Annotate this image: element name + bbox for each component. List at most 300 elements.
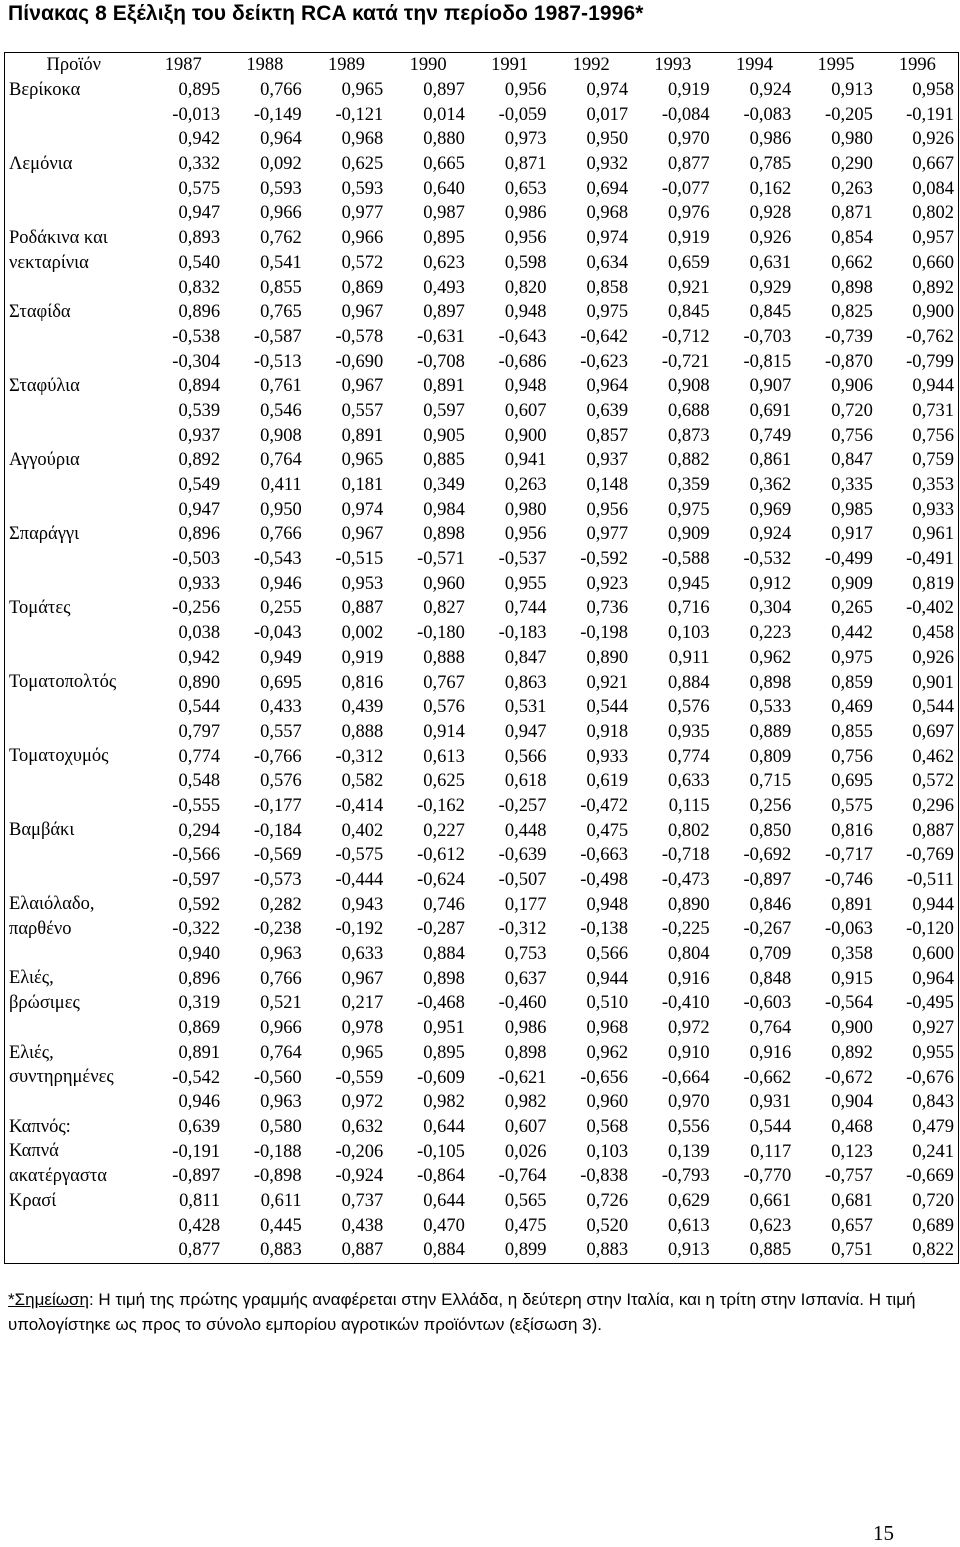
value-cell: 0,892 [912, 277, 954, 298]
value-cell: -0,312 [498, 919, 547, 940]
value-cell: 0,916 [749, 1042, 792, 1063]
value-cell: 0,986 [749, 129, 792, 150]
value-cell: -0,460 [498, 993, 547, 1014]
value-cell: -0,642 [580, 326, 629, 347]
value-cell: 0,746 [423, 894, 465, 915]
value-cell: 0,632 [341, 1116, 384, 1137]
value-cell: -0,708 [417, 351, 465, 372]
value-cell: 0,910 [668, 1042, 710, 1063]
value-cell: 0,689 [912, 1215, 954, 1236]
header-year: 1992 [572, 55, 610, 76]
value-cell: 0,358 [831, 944, 873, 965]
value-cell: 0,948 [504, 376, 547, 397]
table-row [5, 571, 959, 596]
value-cell: -0,799 [906, 351, 954, 372]
value-cell: -0,564 [825, 993, 873, 1014]
product-name-line: βρώσιμες [9, 993, 80, 1014]
value-cell: 0,092 [260, 154, 302, 175]
value-cell: -0,764 [498, 1166, 547, 1187]
product-name-line: Σταφίδα [9, 301, 71, 322]
value-cell: -0,513 [253, 351, 302, 372]
value-cell: 0,919 [341, 647, 384, 668]
product-name-line: Καπνός: [9, 1116, 71, 1137]
value-cell: 0,916 [668, 968, 710, 989]
value-cell: -0,515 [335, 549, 384, 570]
value-cell: -0,603 [743, 993, 792, 1014]
table-row [5, 769, 959, 794]
value-cell: -0,402 [906, 598, 954, 619]
table-row [5, 596, 959, 621]
value-cell: -0,769 [906, 845, 954, 866]
value-cell: 0,958 [912, 80, 954, 101]
value-cell: 0,966 [341, 228, 384, 249]
value-cell: 0,659 [668, 252, 710, 273]
product-name-cell [5, 300, 143, 374]
value-cell: 0,458 [912, 623, 954, 644]
table-row [5, 176, 959, 201]
value-cell: -0,838 [580, 1166, 629, 1187]
product-name-cell [5, 670, 143, 744]
value-cell: -0,256 [172, 598, 221, 619]
value-cell: 0,764 [749, 1018, 792, 1039]
value-cell: 0,597 [423, 400, 465, 421]
value-cell: 0,822 [912, 1240, 954, 1261]
value-cell: -0,569 [253, 845, 302, 866]
value-cell: 0,691 [749, 400, 792, 421]
value-cell: 0,904 [831, 1092, 873, 1113]
value-cell: 0,611 [260, 1190, 302, 1211]
value-cell: 0,896 [178, 968, 221, 989]
value-cell: 0,969 [749, 499, 792, 520]
value-cell: 0,926 [912, 129, 954, 150]
value-cell: 0,802 [912, 203, 954, 224]
value-cell: 0,296 [912, 795, 954, 816]
value-cell: 0,619 [586, 771, 629, 792]
value-cell: -0,870 [825, 351, 873, 372]
value-cell: 0,661 [749, 1190, 792, 1211]
value-cell: -0,555 [172, 795, 221, 816]
value-cell: 0,890 [668, 894, 710, 915]
value-cell: 0,716 [668, 598, 710, 619]
value-cell: 0,965 [341, 450, 384, 471]
header-year: 1995 [817, 55, 855, 76]
value-cell: 0,759 [912, 450, 954, 471]
table-row [5, 1115, 959, 1140]
value-cell: 0,539 [178, 400, 221, 421]
value-cell: 0,975 [831, 647, 873, 668]
value-cell: 0,556 [668, 1116, 710, 1137]
value-cell: 0,749 [749, 425, 792, 446]
value-cell: 0,625 [341, 154, 384, 175]
value-cell: 0,766 [260, 524, 302, 545]
value-cell: -0,898 [253, 1166, 302, 1187]
value-cell: -0,162 [417, 795, 465, 816]
value-cell: 0,479 [912, 1116, 954, 1137]
value-cell: 0,139 [668, 1141, 710, 1162]
table-row [5, 152, 959, 177]
value-cell: 0,977 [341, 203, 384, 224]
value-cell: 0,900 [912, 302, 954, 323]
value-cell: 0,353 [912, 475, 954, 496]
value-cell: 0,764 [260, 450, 302, 471]
value-cell: 0,520 [586, 1215, 629, 1236]
product-name-cell [5, 596, 143, 670]
table-title: Πίνακας 8 Εξέλιξη του δείκτη RCA κατά την περίοδο 1987-1996* [8, 2, 644, 25]
value-cell: 0,640 [423, 178, 465, 199]
table-row [5, 1041, 959, 1066]
value-cell: 0,896 [178, 524, 221, 545]
value-cell: 0,918 [586, 721, 629, 742]
value-cell: 0,438 [341, 1215, 384, 1236]
value-cell: 0,816 [831, 820, 873, 841]
value-cell: -0,566 [172, 845, 221, 866]
value-cell: -0,312 [335, 746, 384, 767]
value-cell: 0,968 [586, 1018, 629, 1039]
value-cell: 0,565 [504, 1190, 547, 1211]
value-cell: -0,257 [498, 795, 547, 816]
value-cell: 0,002 [341, 623, 384, 644]
product-name-line: Ελιές, [9, 968, 54, 989]
table-row [5, 226, 959, 251]
value-cell: -0,322 [172, 919, 221, 940]
value-cell: 0,965 [341, 80, 384, 101]
value-cell: 0,014 [423, 104, 465, 125]
value-cell: 0,911 [668, 647, 710, 668]
value-cell: 0,227 [423, 820, 465, 841]
value-cell: 0,966 [260, 1018, 302, 1039]
value-cell: 0,349 [423, 475, 465, 496]
value-cell: -0,793 [661, 1166, 710, 1187]
product-name-cell [5, 818, 143, 892]
value-cell: 0,884 [423, 944, 465, 965]
value-cell: -0,690 [335, 351, 384, 372]
value-cell: 0,960 [586, 1092, 629, 1113]
value-cell: 0,846 [749, 894, 792, 915]
value-cell: 0,895 [423, 1042, 465, 1063]
value-cell: 0,947 [504, 721, 547, 742]
value-cell: 0,919 [668, 228, 710, 249]
value-cell: 0,688 [668, 400, 710, 421]
value-cell: 0,950 [586, 129, 629, 150]
value-cell: 0,637 [504, 968, 547, 989]
value-cell: 0,546 [260, 400, 302, 421]
value-cell: -0,924 [335, 1166, 384, 1187]
product-name-line: Σταφύλια [9, 375, 80, 396]
value-cell: 0,319 [178, 993, 221, 1014]
value-cell: 0,907 [749, 376, 792, 397]
value-cell: 0,980 [504, 499, 547, 520]
value-cell: 0,223 [749, 623, 792, 644]
value-cell: 0,629 [668, 1190, 710, 1211]
value-cell: 0,038 [178, 623, 221, 644]
value-cell: 0,181 [341, 475, 384, 496]
value-cell: -0,587 [253, 326, 302, 347]
value-cell: 0,290 [831, 154, 873, 175]
value-cell: 0,891 [423, 376, 465, 397]
value-cell: 0,884 [423, 1240, 465, 1261]
value-cell: 0,644 [423, 1190, 465, 1211]
value-cell: -0,183 [498, 623, 547, 644]
value-cell: 0,963 [260, 944, 302, 965]
value-cell: 0,026 [504, 1141, 547, 1162]
table-row [5, 744, 959, 769]
value-cell: -0,013 [172, 104, 221, 125]
value-cell: 0,944 [912, 894, 954, 915]
value-cell: -0,468 [417, 993, 465, 1014]
value-cell: 0,625 [423, 771, 465, 792]
value-cell: 0,923 [586, 573, 629, 594]
value-cell: 0,720 [912, 1190, 954, 1211]
value-cell: 0,926 [749, 228, 792, 249]
table-row [5, 522, 959, 547]
value-cell: 0,475 [586, 820, 629, 841]
value-cell: -0,287 [417, 919, 465, 940]
value-cell: 0,924 [749, 80, 792, 101]
value-cell: -0,180 [417, 623, 465, 644]
value-cell: 0,117 [750, 1141, 792, 1162]
value-cell: -0,643 [498, 326, 547, 347]
table-row [5, 917, 959, 942]
value-cell: -0,491 [906, 549, 954, 570]
value-cell: 0,944 [586, 968, 629, 989]
value-cell: 0,639 [586, 400, 629, 421]
value-cell: 0,974 [586, 80, 629, 101]
value-cell: 0,933 [586, 746, 629, 767]
value-cell: -0,043 [253, 623, 302, 644]
value-cell: 0,811 [179, 1190, 221, 1211]
value-cell: 0,402 [341, 820, 384, 841]
value-cell: -0,149 [253, 104, 302, 125]
value-cell: 0,909 [831, 573, 873, 594]
value-cell: 0,845 [749, 302, 792, 323]
value-cell: -0,532 [743, 549, 792, 570]
value-cell: 0,883 [586, 1240, 629, 1261]
value-cell: 0,972 [341, 1092, 384, 1113]
value-cell: 0,241 [912, 1141, 954, 1162]
table-row [5, 1238, 959, 1263]
value-cell: 0,439 [341, 697, 384, 718]
header-year: 1988 [246, 55, 284, 76]
value-cell: 0,913 [831, 80, 873, 101]
value-cell: 0,944 [912, 376, 954, 397]
page-number: 15 [873, 1521, 894, 1545]
value-cell: 0,891 [831, 894, 873, 915]
value-cell: 0,667 [912, 154, 954, 175]
table-row [5, 646, 959, 671]
value-cell: -0,663 [580, 845, 629, 866]
product-name-cell [5, 152, 143, 226]
value-cell: 0,575 [178, 178, 221, 199]
value-cell: 0,468 [831, 1116, 873, 1137]
value-cell: 0,937 [178, 425, 221, 446]
value-cell: 0,908 [668, 376, 710, 397]
value-cell: 0,566 [586, 944, 629, 965]
value-cell: 0,888 [423, 647, 465, 668]
value-cell: 0,428 [178, 1215, 221, 1236]
value-cell: 0,607 [504, 1116, 547, 1137]
value-cell: 0,148 [586, 475, 629, 496]
value-cell: -0,498 [580, 870, 629, 891]
value-cell: 0,877 [668, 154, 710, 175]
value-cell: 0,962 [586, 1042, 629, 1063]
value-cell: 0,895 [423, 228, 465, 249]
product-name-cell [5, 1189, 143, 1264]
value-cell: 0,123 [831, 1141, 873, 1162]
value-cell: 0,905 [423, 425, 465, 446]
product-name-line: νεκταρίνια [9, 252, 89, 273]
value-cell: 0,955 [912, 1042, 954, 1063]
value-cell: 0,335 [831, 475, 873, 496]
value-cell: 0,633 [341, 944, 384, 965]
product-name-cell [5, 374, 143, 448]
value-cell: 0,924 [749, 524, 792, 545]
value-cell: -0,669 [906, 1166, 954, 1187]
product-name-cell [5, 226, 143, 300]
value-cell: 0,986 [504, 1018, 547, 1039]
value-cell: -0,897 [172, 1166, 221, 1187]
value-cell: -0,084 [661, 104, 710, 125]
value-cell: 0,510 [586, 993, 629, 1014]
value-cell: 0,966 [260, 203, 302, 224]
value-cell: 0,639 [178, 1116, 221, 1137]
value-cell: -0,621 [498, 1067, 547, 1088]
value-cell: 0,282 [260, 894, 302, 915]
value-cell: 0,557 [341, 400, 384, 421]
value-cell: 0,575 [831, 795, 873, 816]
value-cell: -0,120 [906, 919, 954, 940]
value-cell: 0,871 [831, 203, 873, 224]
value-cell: 0,470 [423, 1215, 465, 1236]
value-cell: 0,695 [260, 672, 302, 693]
value-cell: 0,895 [178, 80, 221, 101]
value-cell: -0,304 [172, 351, 221, 372]
value-cell: 0,644 [423, 1116, 465, 1137]
value-cell: 0,873 [668, 425, 710, 446]
value-cell: 0,953 [341, 573, 384, 594]
table-row [5, 423, 959, 448]
value-cell: 0,576 [668, 697, 710, 718]
product-name-line: Σπαράγγι [9, 524, 80, 545]
value-cell: 0,256 [749, 795, 792, 816]
value-cell: -0,138 [580, 919, 629, 940]
value-cell: 0,607 [504, 400, 547, 421]
value-cell: 0,533 [749, 697, 792, 718]
value-cell: 0,900 [504, 425, 547, 446]
value-cell: 0,973 [504, 129, 547, 150]
value-cell: 0,933 [912, 499, 954, 520]
value-cell: 0,951 [423, 1018, 465, 1039]
value-cell: 0,967 [341, 376, 384, 397]
value-cell: -0,624 [417, 870, 465, 891]
value-cell: 0,986 [504, 203, 547, 224]
table-row [5, 349, 959, 374]
product-name-line: Ροδάκινα και [9, 227, 108, 248]
value-cell: 0,928 [749, 203, 792, 224]
value-cell: 0,848 [749, 968, 792, 989]
value-cell: 0,802 [668, 820, 710, 841]
value-cell: 0,541 [260, 252, 302, 273]
value-cell: -0,206 [335, 1141, 384, 1162]
table-row [5, 843, 959, 868]
value-cell: 0,825 [831, 302, 873, 323]
value-cell: -0,499 [825, 549, 873, 570]
value-cell: -0,631 [417, 326, 465, 347]
value-cell: 0,580 [260, 1116, 302, 1137]
value-cell: 0,887 [912, 820, 954, 841]
value-cell: 0,774 [178, 746, 221, 767]
header-year: 1993 [654, 55, 692, 76]
value-cell: 0,469 [831, 697, 873, 718]
table-row [5, 720, 959, 745]
table-row [5, 1016, 959, 1041]
value-cell: 0,967 [341, 968, 384, 989]
value-cell: 0,633 [668, 771, 710, 792]
value-cell: 0,549 [178, 475, 221, 496]
value-cell: 0,963 [260, 1092, 302, 1113]
value-cell: 0,884 [668, 672, 710, 693]
value-cell: 0,880 [423, 129, 465, 150]
value-cell: 0,576 [260, 771, 302, 792]
value-cell: 0,982 [423, 1092, 465, 1113]
value-cell: 0,756 [912, 425, 954, 446]
value-cell: 0,766 [260, 80, 302, 101]
value-cell: 0,919 [668, 80, 710, 101]
value-cell: 0,882 [668, 450, 710, 471]
value-cell: 0,762 [260, 228, 302, 249]
value-cell: -0,703 [743, 326, 792, 347]
table-row [5, 1139, 959, 1164]
value-cell: 0,540 [178, 252, 221, 273]
value-cell: 0,897 [423, 80, 465, 101]
table-row [5, 325, 959, 350]
value-cell: 0,890 [586, 647, 629, 668]
value-cell: 0,263 [831, 178, 873, 199]
value-cell: 0,359 [668, 475, 710, 496]
value-cell: -0,897 [743, 870, 792, 891]
value-cell: -0,597 [172, 870, 221, 891]
value-cell: 0,761 [260, 376, 302, 397]
value-cell: 0,493 [423, 277, 465, 298]
value-cell: -0,121 [335, 104, 384, 125]
value-cell: 0,850 [749, 820, 792, 841]
value-cell: 0,893 [178, 228, 221, 249]
value-cell: 0,774 [668, 746, 710, 767]
value-cell: 0,332 [178, 154, 221, 175]
value-cell: 0,927 [912, 1018, 954, 1039]
value-cell: 0,889 [749, 721, 792, 742]
table-row [5, 1213, 959, 1238]
value-cell: 0,858 [586, 277, 629, 298]
value-cell: 0,898 [749, 672, 792, 693]
value-cell: 0,845 [668, 302, 710, 323]
value-cell: -0,676 [906, 1067, 954, 1088]
footnote-text: : Η τιμή της πρώτης γραμμής αναφέρεται στην Ελλάδα, η δεύτερη στην Ιταλία, και η τρίτη στην Ισπανία. Η τιμή υπολογίστηκε ως προς το σύνολο εμπορίου αγροτικών προϊόντων (εξίσωση 3). [8, 1290, 916, 1334]
value-cell: 0,985 [831, 499, 873, 520]
value-cell: 0,962 [749, 647, 792, 668]
value-cell: 0,967 [341, 302, 384, 323]
table-body [5, 78, 959, 1264]
value-cell: 0,623 [423, 252, 465, 273]
value-cell: 0,084 [912, 178, 954, 199]
value-cell: 0,855 [831, 721, 873, 742]
value-cell: -0,692 [743, 845, 792, 866]
value-cell: 0,847 [504, 647, 547, 668]
value-cell: -0,721 [661, 351, 710, 372]
value-cell: -0,672 [825, 1067, 873, 1088]
value-cell: 0,681 [831, 1190, 873, 1211]
value-cell: 0,255 [260, 598, 302, 619]
value-cell: -0,864 [417, 1166, 465, 1187]
